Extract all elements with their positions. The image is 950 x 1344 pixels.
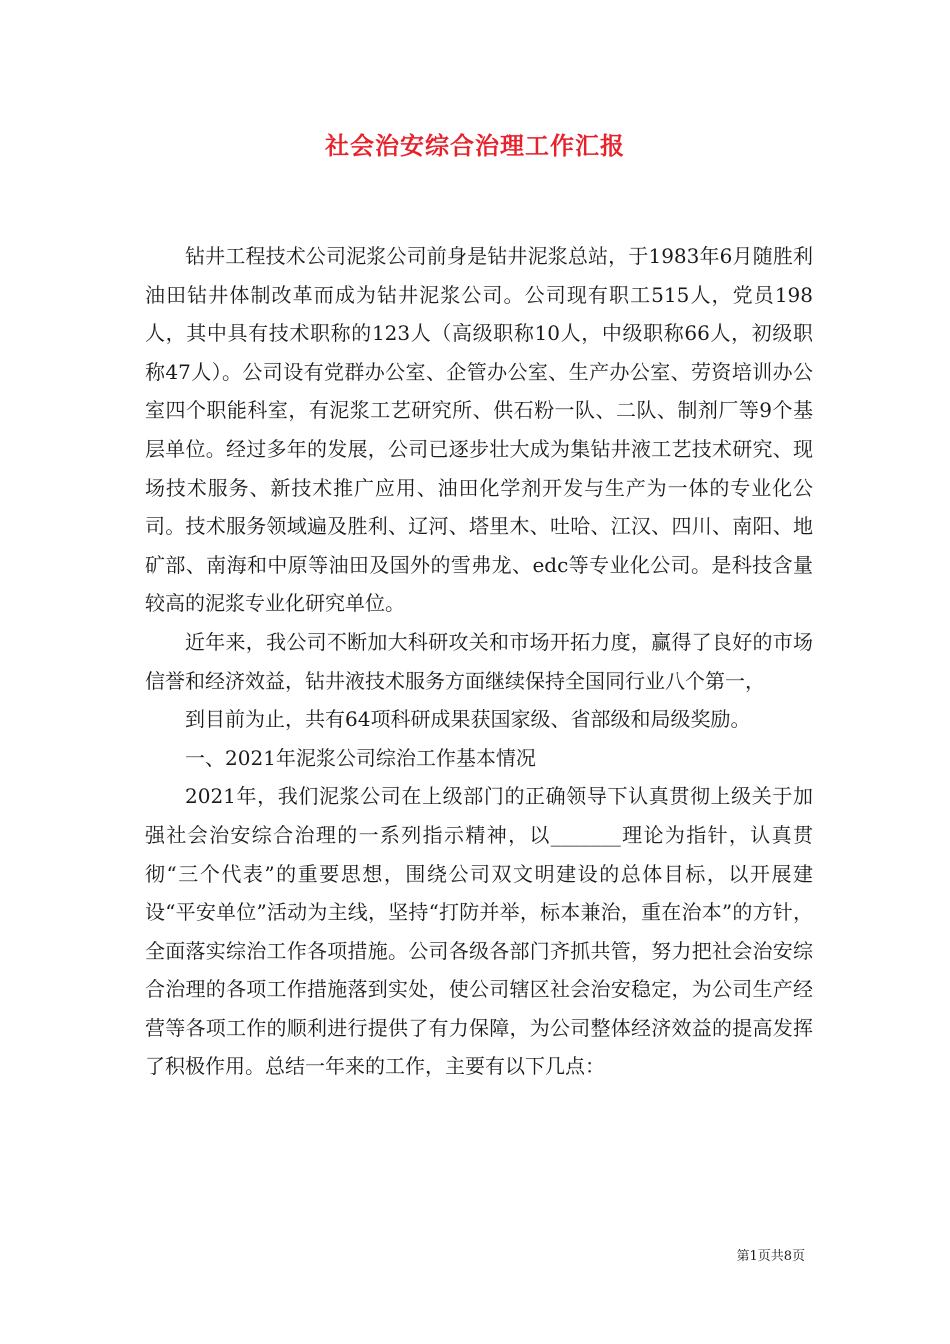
section-heading: 一、2021年泥浆公司综治工作基本情况 (185, 745, 536, 770)
paragraph-company-intro: 钻井工程技术公司泥浆公司前身是钻井泥浆总站，于1983年6月随胜利油田钻井体制改革而成为钻井泥浆公司。公司现有职工515人，党员198人，其中具有技术职称的123人（高级职称10人，中级职称66人，初级职称47人）。公司设有党群办公室、企管办公室、生产办公室、劳资培训办公室四个职能科室，有泥浆工艺研究所、供石粉一队、二队、制剂厂等9个基层单位。经过多年的发展，公司已逐步壮大成为集钻井液工艺技术研究、现场技术服务、新技术推广应用、油田化学剂开发与生产为一体的专业化公司。技术服务领域遍及胜利、辽河、塔里木、吐哈、江汉、四川、南阳、地矿部、南海和中原等油田及国外的雪弗龙、edc等专业化公司。是科技含量较高的泥浆专业化研究单位。 (145, 244, 813, 616)
paragraph-awards: 到目前为止，共有64项科研成果获国家级、省部级和局级奖励。 (185, 707, 751, 732)
paragraph-2021-summary: 2021年，我们泥浆公司在上级部门的正确领导下认真贯彻上级关于加强社会治安综合治理的一系列指示精神，以_______理论为指针，认真贯彻“三个代表”的重要思想，围绕公司双文明建设的总体目标，以开展建设“平安单位”活动为主线，坚持“打防并举，标本兼治，重在治本”的方针，全面落实综治工作各项措施。公司各级各部门齐抓共管，努力把社会治安综合治理的各项工作措施落到实处，使公司辖区社会治安稳定，为公司生产经营等各项工作的顺利进行提供了有力保障，为公司整体经济效益的提高发挥了积极作用。总结一年来的工作，主要有以下几点： (145, 784, 813, 1079)
document-title: 社会治安综合治理工作汇报 (325, 131, 625, 160)
paragraph-recent-years: 近年来，我公司不断加大科研攻关和市场开拓力度，赢得了良好的市场信誉和经济效益，钻井液技术服务方面继续保持全国同行业八个第一， (145, 629, 813, 693)
page-number: 第1页共8页 (736, 1249, 805, 1264)
document-body (145, 237, 813, 1086)
